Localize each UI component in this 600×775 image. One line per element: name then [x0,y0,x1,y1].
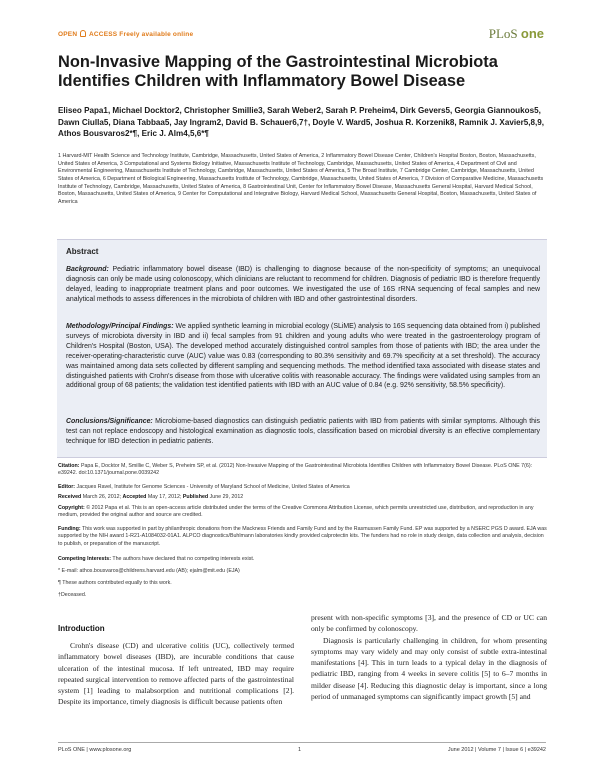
received-date: March 26, 2012; [81,494,123,500]
author-list: Eliseo Papa1, Michael Docktor2, Christopher Smillie3, Sarah Weber2, Sarah P. Preheim4, Dirk Gevers5, Georgia Giannoukos5, Dawn Ciulla5, Diana Tabbaa5, Jay Ingram2, David B. Schauer6,7†, Doyle V. Ward5, Joshua R. Korzenik8, Ramnik J. Xavier5,8,9, Athos Bousvaros2*¶, Eric J. Alm4,5,6*¶ [58,106,544,139]
editor-label: Editor: [58,484,76,490]
methods-label: Methodology/Principal Findings: [66,323,174,330]
received-label: Received [58,494,82,500]
open-access-banner[interactable] [58,30,193,38]
competing-label: Competing Interests: [58,556,111,562]
intro-paragraph: Diagnosis is particularly challenging in children, for whom presenting symptoms may vary widely and may only consist of subtle extra-intestinal manifestations [4]. This in turn leads to a typical delay in the diagnosis of pediatric IBD, ranging from 4 weeks in severe colitis [5] to 6–7 months in milder disease [4]. Reducing this diagnostic delay is important, since a long period of unmanaged symptoms can significantly impact growth [5] and [311,635,547,702]
conclusions-label: Conclusions/Significance: [66,418,153,425]
open-access-prefix: OPEN [58,31,78,38]
published-date: June 29, 2012 [208,494,244,500]
accepted-label: Accepted [122,494,147,500]
introduction-heading: Introduction [58,624,105,633]
copyright [58,505,548,520]
editor-text: Jacques Ravel, Institute for Genome Sciences - University of Maryland School of Medicine, United States of America [75,484,350,490]
funding [58,526,548,548]
deceased-note: †Deceased. [58,592,87,598]
equal-contribution-note: ¶ These authors contributed equally to this work. [58,580,172,586]
logo-one: one [520,26,544,41]
abstract-box [57,239,547,458]
published-label: Published [182,494,209,500]
competing-interests [58,556,548,563]
abstract-methods [66,322,540,391]
abstract-heading: Abstract [66,247,99,256]
conclusions-text: Microbiome-based diagnostics can distinguish pediatric patients with IBD from patients with similar symptoms. Although this test can not replace endoscopy and histological examination as diagnostic tools, classification based on microbial diversity is an effective complementary technique for IBD detection in pediatric patients. [66,418,540,445]
funding-label: Funding: [58,526,81,532]
methods-text: We applied synthetic learning in microbial ecology (SLiME) analysis to 16S sequencing data obtained from i) published surveys of microbiota diversity in IBD and ii) fecal samples from 91 children and young adults who were treated in the gastroenterology program of Children's Hospital (Boston, USA). The developed method accurately distinguished control samples from those of patients with IBD; the area under the receiver-operating-characteristic curve (AUC) value was 0.83 (corresponding to 80.3% sensitivity and 69.7% specificity at a set threshold). The accuracy was maintained among data sets collected by different sampling and sequencing methods. The method identified taxa associated with disease states and distinguished patients with Crohn's disease from those with ulcerative colitis with reasonable accuracy. The findings were validated using samples from an additional group of 68 patients; the validation test identified patients with IBD with an AUC value of 0.84 (e.g. 92% sensitivity, 58.5% specificity). [66,323,541,390]
background-label: Background: [66,266,109,273]
accepted-date: May 17, 2012; [146,494,183,500]
funding-text: This work was supported in part by philanthropic donations from the Mackness Friends and Family Fund and by the Rasmussen Family Fund. EP was supported by a NSERC PGS D award. EJA was supported by the NIH award 1-R21-A1084032-01A1. ALPCO diagnostics/Buhlmann laboratories kindly provided calprotectin kits. The funders had no role in study design, data collection and analysis, decision to publish, or preparation of the manuscript. [58,526,547,547]
article-title: Non-Invasive Mapping of the Gastrointestinal Microbiota Identifies Children with Inflammatory Bowel Disease [58,53,498,90]
page-footer [58,742,546,753]
plos-one-logo[interactable] [489,26,544,42]
abstract-background [66,265,540,305]
footer-journal[interactable]: PLoS ONE | www.plosone.org [58,747,132,753]
intro-paragraph: Crohn's disease (CD) and ulcerative colitis (UC), collectively termed inflammatory bowel diseases (IBD), are incurable conditions that cause ulceration of the intestinal mucosa. If left untreated, IBD may require repeated surgical intervention to remove affected parts of the gastrointestinal system [1] leading to malabsorption and nutritional complications [2]. Despite its importance, timely diagnosis is difficult because patients often [58,641,294,707]
abstract-conclusions [66,417,540,447]
author-emails[interactable]: * E-mail: athos.bousvaros@childrens.harvard.edu (AB); ejalm@mit.edu (EJA) [58,568,240,574]
journal-header [58,26,544,43]
logo-plos: PLoS [488,26,518,41]
intro-paragraph: present with non-specific symptoms [3], and the presence of CD or UC can only be confirmed by colonoscopy. [311,613,547,634]
copyright-text: © 2012 Papa et al. This is an open-access article distributed under the terms of the Creative Commons Attribution License, which permits unrestricted use, distribution, and reproduction in any medium, provided the original author and source are credited. [58,505,534,519]
copyright-label: Copyright: [58,505,85,511]
affiliations: 1 Harvard-MIT Health Science and Technology Institute, Cambridge, Massachusetts, United States of America, 2 Inflammatory Bowel Disease Center, Children's Hospital Boston, Boston, Massachusetts, United States of America, 3 Computational and Systems Biology Initiative, Massachusetts Institute of Technology, Cambridge, Massachusetts, United States of America, 4 Department of Civil and Environmental Engineering, Massachusetts Institute of Technology, Cambridge, Massachusetts, United States of America, 5 The Broad Institute, 7 Cambridge Center, Cambridge, Massachusetts, United States of America, 6 Department of Biological Engineering, Massachusetts Institute of Technology, Cambridge, Massachusetts, United States of America, 7 Division of Comparative Medicine, Massachusetts Institute of Technology, Cambridge, Massachusetts, United States of America, 8 Gastrointestinal Unit, Center for Inflammatory Bowel Disease, Massachusetts General Hospital, Harvard Medical School, Boston, Massachusetts, United States of America, 9 Center for Computational and Integrative Biology, Harvard Medical School, Massachusetts General Hospital, Boston, Massachusetts, United States of America [58,153,544,205]
citation [58,463,548,478]
dates [58,494,548,501]
intro-column-left [58,640,294,708]
intro-column-right [311,612,547,702]
editor [58,484,548,491]
citation-text: Papa E, Docktor M, Smillie C, Weber S, Preheim SP, et al. (2012) Non-Invasive Mapping of the Gastrointestinal Microbiota Identifies Children with Inflammatory Bowel Disease. PLoS ONE 7(6): e39242. doi:10.1371/journal.pone.0039242 [58,463,533,477]
page-number: 1 [298,747,302,753]
footer-issue: June 2012 | Volume 7 | Issue 6 | e39242 [447,747,546,753]
open-access-lock-icon [80,30,86,37]
open-access-text: ACCESS Freely available online [89,31,194,38]
competing-text: The authors have declared that no competing interests exist. [110,556,255,562]
citation-label: Citation: [58,463,80,469]
background-text: Pediatric inflammatory bowel disease (IBD) is challenging to diagnose because of the non-specificity of symptoms; an unequivocal diagnosis can only be made using colonoscopy, which clinicians are reluctant to recommend for children. Diagnosis of pediatric IBD is therefore frequently delayed, leading to inappropriate treatment plans and poor outcomes. We investigated the use of 16S rRNA sequencing of fecal samples and new analytical methods to assess differences in the microbiota of children with IBD and other gastrointestinal disorders. [66,266,540,303]
